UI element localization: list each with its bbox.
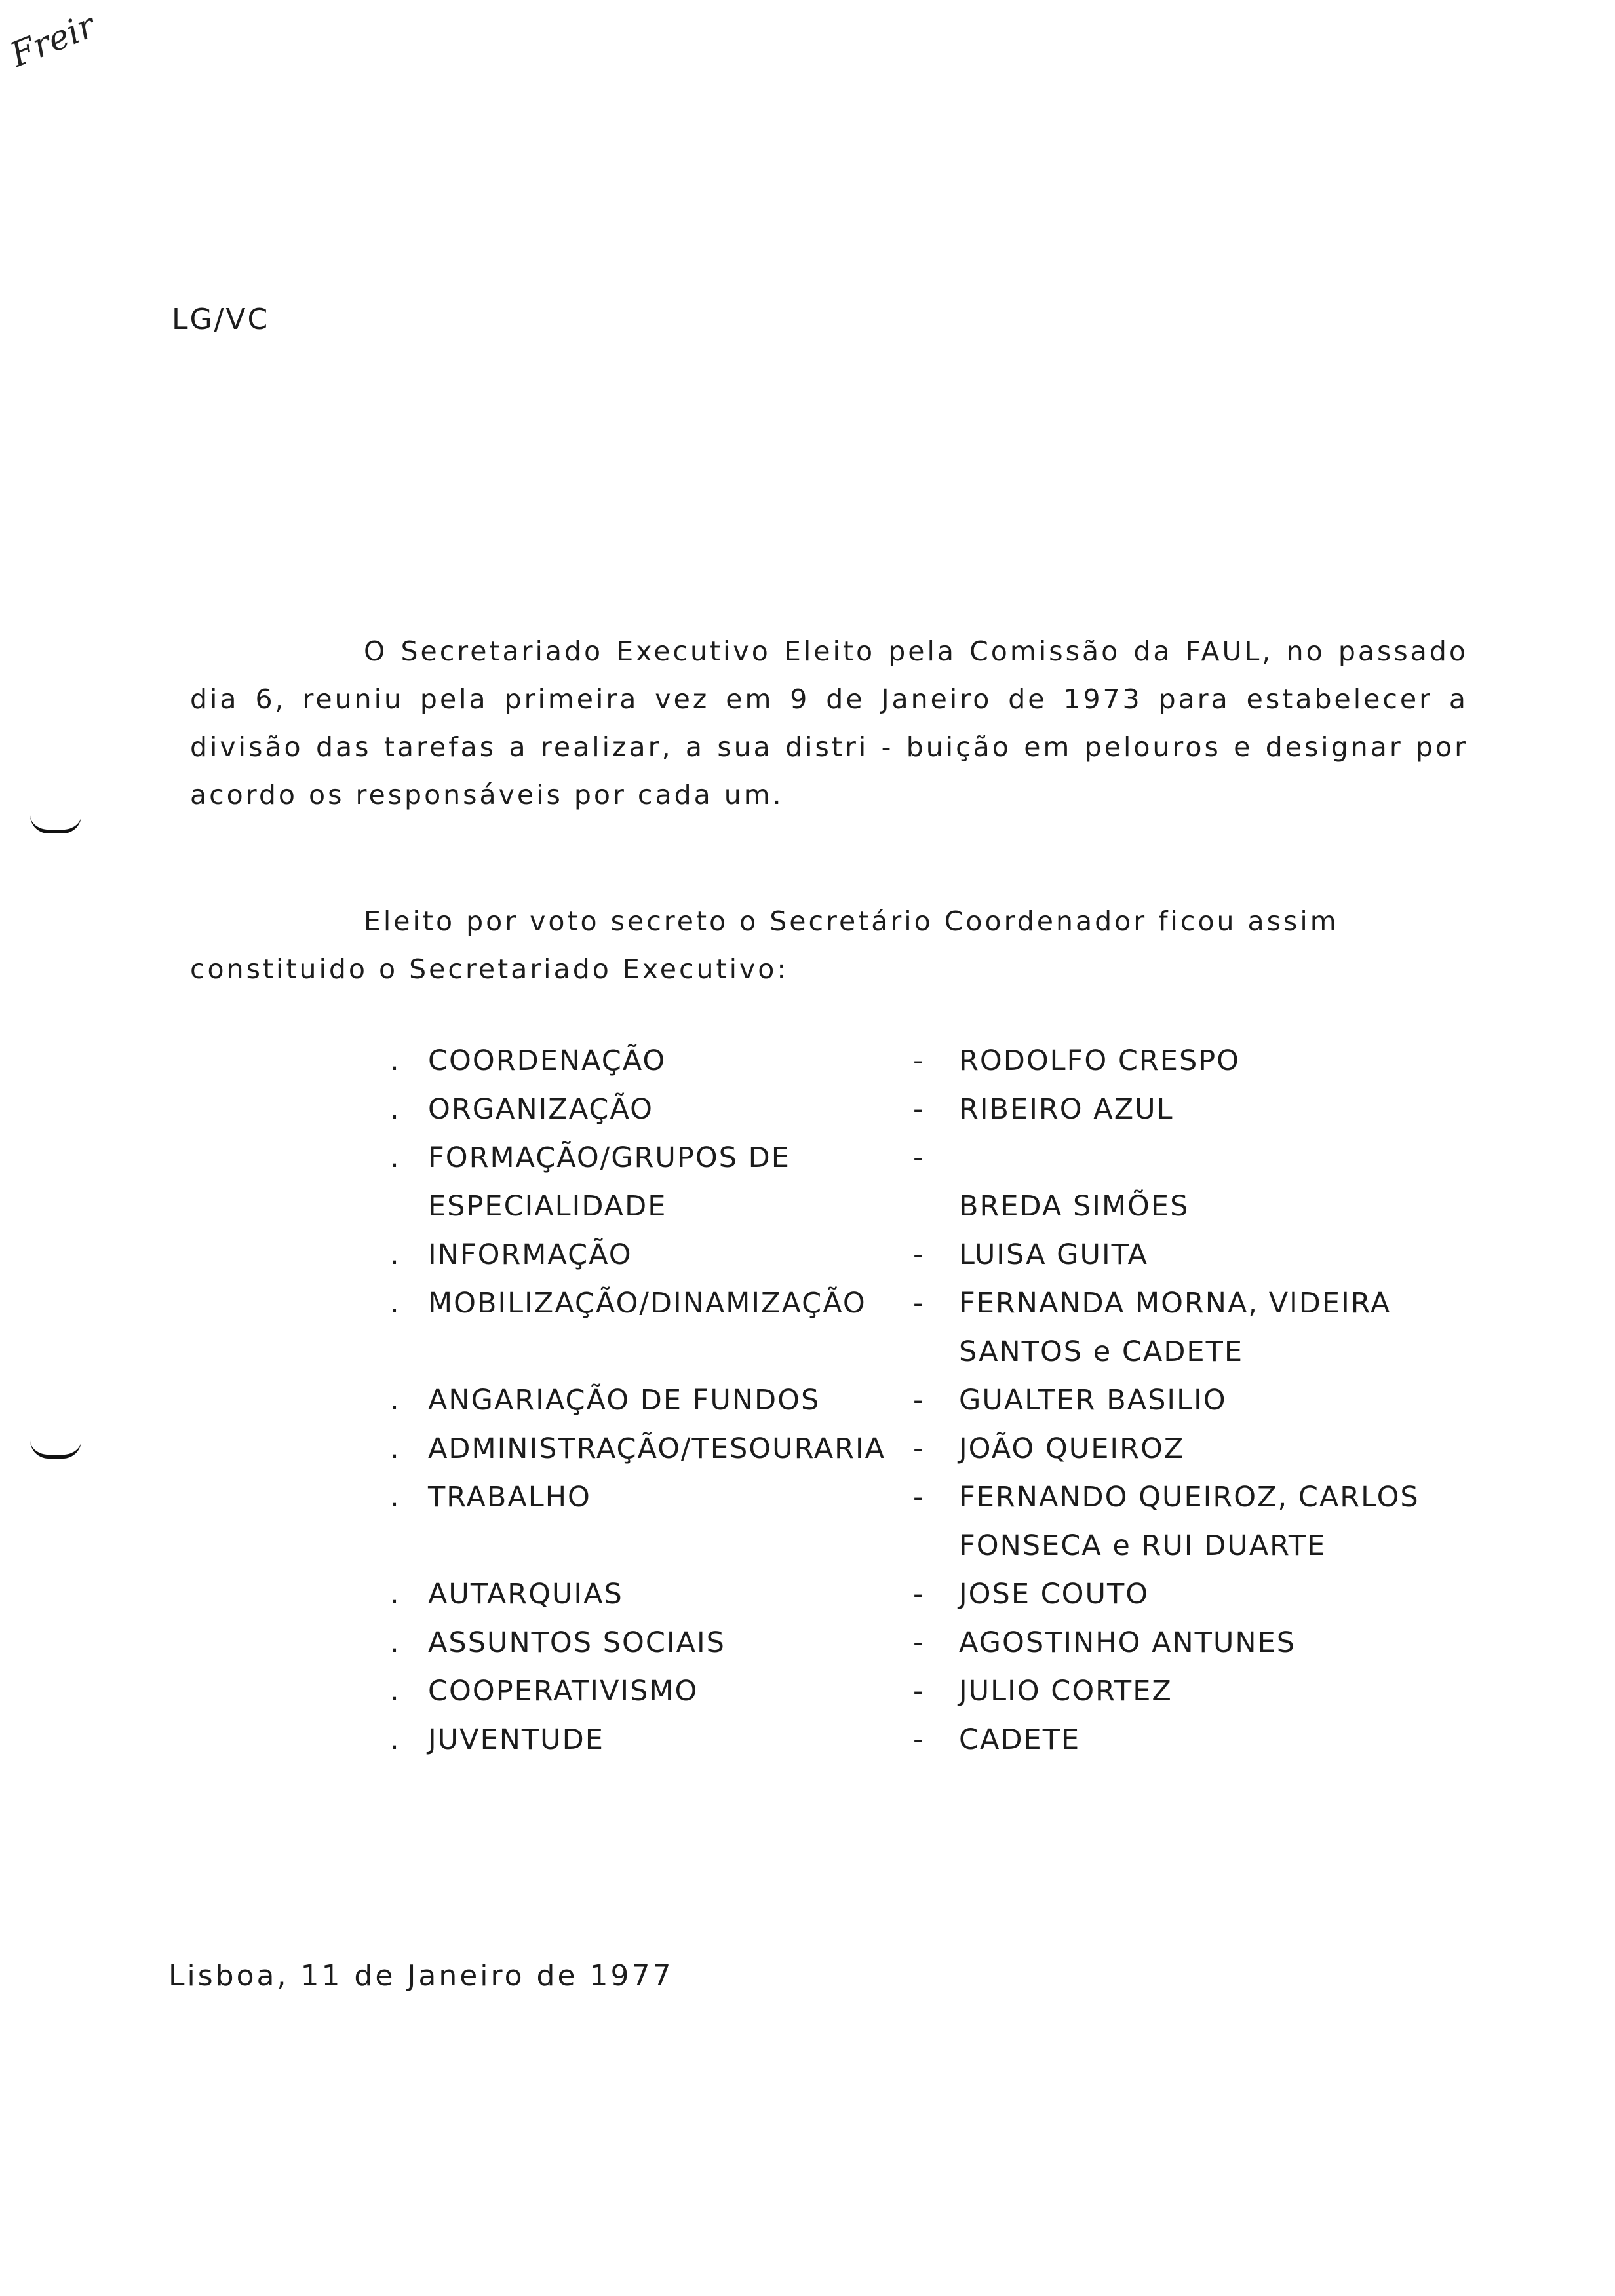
dash: - bbox=[913, 1578, 925, 1611]
bullet: . bbox=[390, 1723, 400, 1756]
bullet: . bbox=[390, 1675, 400, 1708]
dash: - bbox=[913, 1044, 925, 1077]
responsible-person-line: GUALTER BASILIO bbox=[959, 1384, 1227, 1417]
bullet: . bbox=[390, 1093, 400, 1126]
responsible-person bbox=[959, 1134, 1483, 1231]
area-name-line: ASSUNTOS SOCIAIS bbox=[428, 1626, 726, 1659]
area-name bbox=[428, 1473, 913, 1521]
assignment-row bbox=[390, 1085, 1504, 1134]
dash: - bbox=[913, 1723, 925, 1756]
area-name-line: ADMINISTRAÇÃO/TESOURARIA bbox=[428, 1432, 886, 1465]
bullet: . bbox=[390, 1287, 400, 1320]
dash: - bbox=[913, 1626, 925, 1659]
responsible-person-line: FERNANDA MORNA, VIDEIRA bbox=[959, 1287, 1391, 1320]
dash: - bbox=[913, 1675, 925, 1708]
responsible-person bbox=[959, 1279, 1483, 1376]
area-name-line: FORMAÇÃO/GRUPOS DE bbox=[428, 1141, 790, 1174]
bullet: . bbox=[390, 1384, 400, 1417]
area-name-line: ANGARIAÇÃO DE FUNDOS bbox=[428, 1384, 821, 1417]
dash: - bbox=[913, 1141, 925, 1174]
closing-date: Lisboa, 11 de Janeiro de 1977 bbox=[168, 1959, 674, 1993]
bullet: . bbox=[390, 1141, 400, 1174]
dash: - bbox=[913, 1287, 925, 1320]
responsible-person-line: FONSECA e RUI DUARTE bbox=[959, 1529, 1327, 1562]
area-name-line: COOPERATIVISMO bbox=[428, 1675, 699, 1708]
area-name bbox=[428, 1667, 913, 1715]
assignment-row bbox=[390, 1134, 1504, 1231]
assignment-row bbox=[390, 1618, 1504, 1667]
reference-code: LG/VC bbox=[172, 303, 270, 336]
area-name bbox=[428, 1715, 913, 1764]
responsible-person bbox=[959, 1667, 1483, 1715]
responsible-person-line: RIBEIRO AZUL bbox=[959, 1093, 1174, 1126]
responsible-person bbox=[959, 1231, 1483, 1279]
margin-mark bbox=[30, 1440, 81, 1459]
responsible-person bbox=[959, 1037, 1483, 1085]
assignment-row bbox=[390, 1570, 1504, 1618]
responsible-person-line: AGOSTINHO ANTUNES bbox=[959, 1626, 1296, 1659]
assignment-row bbox=[390, 1376, 1504, 1425]
responsible-person bbox=[959, 1618, 1483, 1667]
responsible-person-line: JOSE COUTO bbox=[959, 1578, 1150, 1611]
area-name bbox=[428, 1231, 913, 1279]
responsible-person bbox=[959, 1425, 1483, 1473]
area-name bbox=[428, 1279, 913, 1328]
dash: - bbox=[913, 1238, 925, 1271]
assignment-list bbox=[390, 1037, 1504, 1764]
area-name bbox=[428, 1425, 913, 1473]
dash: - bbox=[913, 1384, 925, 1417]
area-name-line: ESPECIALIDADE bbox=[428, 1190, 667, 1223]
area-name bbox=[428, 1376, 913, 1425]
responsible-person-line: CADETE bbox=[959, 1723, 1081, 1756]
bullet: . bbox=[390, 1481, 400, 1514]
responsible-person-line: RODOLFO CRESPO bbox=[959, 1044, 1241, 1077]
responsible-person-line: LUISA GUITA bbox=[959, 1238, 1148, 1271]
assignment-row bbox=[390, 1667, 1504, 1715]
area-name bbox=[428, 1618, 913, 1667]
responsible-person-line: FERNANDO QUEIROZ, CARLOS bbox=[959, 1481, 1420, 1514]
area-name-line: AUTARQUIAS bbox=[428, 1578, 623, 1611]
area-name bbox=[428, 1570, 913, 1618]
election-paragraph: Eleito por voto secreto o Secretário Coordenador ficou assim constituido o Secretariado Executivo: bbox=[190, 906, 1339, 985]
bullet: . bbox=[390, 1626, 400, 1659]
area-name bbox=[428, 1037, 913, 1085]
bullet: . bbox=[390, 1432, 400, 1465]
assignment-row bbox=[390, 1231, 1504, 1279]
responsible-person bbox=[959, 1570, 1483, 1618]
area-name-line: TRABALHO bbox=[428, 1481, 591, 1514]
dash: - bbox=[913, 1093, 925, 1126]
handwritten-annotation: Freir bbox=[5, 6, 101, 75]
dash: - bbox=[913, 1481, 925, 1514]
area-name-line: COORDENAÇÃO bbox=[428, 1044, 667, 1077]
area-name bbox=[428, 1085, 913, 1134]
area-name-line: MOBILIZAÇÃO/DINAMIZAÇÃO bbox=[428, 1287, 866, 1320]
bullet: . bbox=[390, 1578, 400, 1611]
responsible-person-line: SANTOS e CADETE bbox=[959, 1335, 1244, 1368]
area-name-line: ORGANIZAÇÃO bbox=[428, 1093, 653, 1126]
responsible-person-line: BREDA SIMÕES bbox=[959, 1190, 1190, 1223]
assignment-row bbox=[390, 1279, 1504, 1376]
responsible-person bbox=[959, 1715, 1483, 1764]
responsible-person bbox=[959, 1473, 1483, 1570]
assignment-row bbox=[390, 1425, 1504, 1473]
margin-mark bbox=[30, 815, 81, 833]
responsible-person-line: JOÃO QUEIROZ bbox=[959, 1432, 1185, 1465]
intro-paragraph: O Secretariado Executivo Eleito pela Comissão da FAUL, no passado dia 6, reuniu pela primeira vez em 9 de Janeiro de 1973 para estabelecer a divisão das tarefas a realizar, a sua distri - buição em pelouros e designar por acordo os responsáveis por cada um. bbox=[190, 636, 1468, 811]
area-name bbox=[428, 1134, 913, 1231]
assignment-row bbox=[390, 1473, 1504, 1570]
area-name-line: JUVENTUDE bbox=[428, 1723, 604, 1756]
responsible-person-line: JULIO CORTEZ bbox=[959, 1675, 1173, 1708]
assignment-row bbox=[390, 1037, 1504, 1085]
area-name-line: INFORMAÇÃO bbox=[428, 1238, 632, 1271]
bullet: . bbox=[390, 1238, 400, 1271]
assignment-row bbox=[390, 1715, 1504, 1764]
dash: - bbox=[913, 1432, 925, 1465]
responsible-person bbox=[959, 1085, 1483, 1134]
responsible-person bbox=[959, 1376, 1483, 1425]
bullet: . bbox=[390, 1044, 400, 1077]
